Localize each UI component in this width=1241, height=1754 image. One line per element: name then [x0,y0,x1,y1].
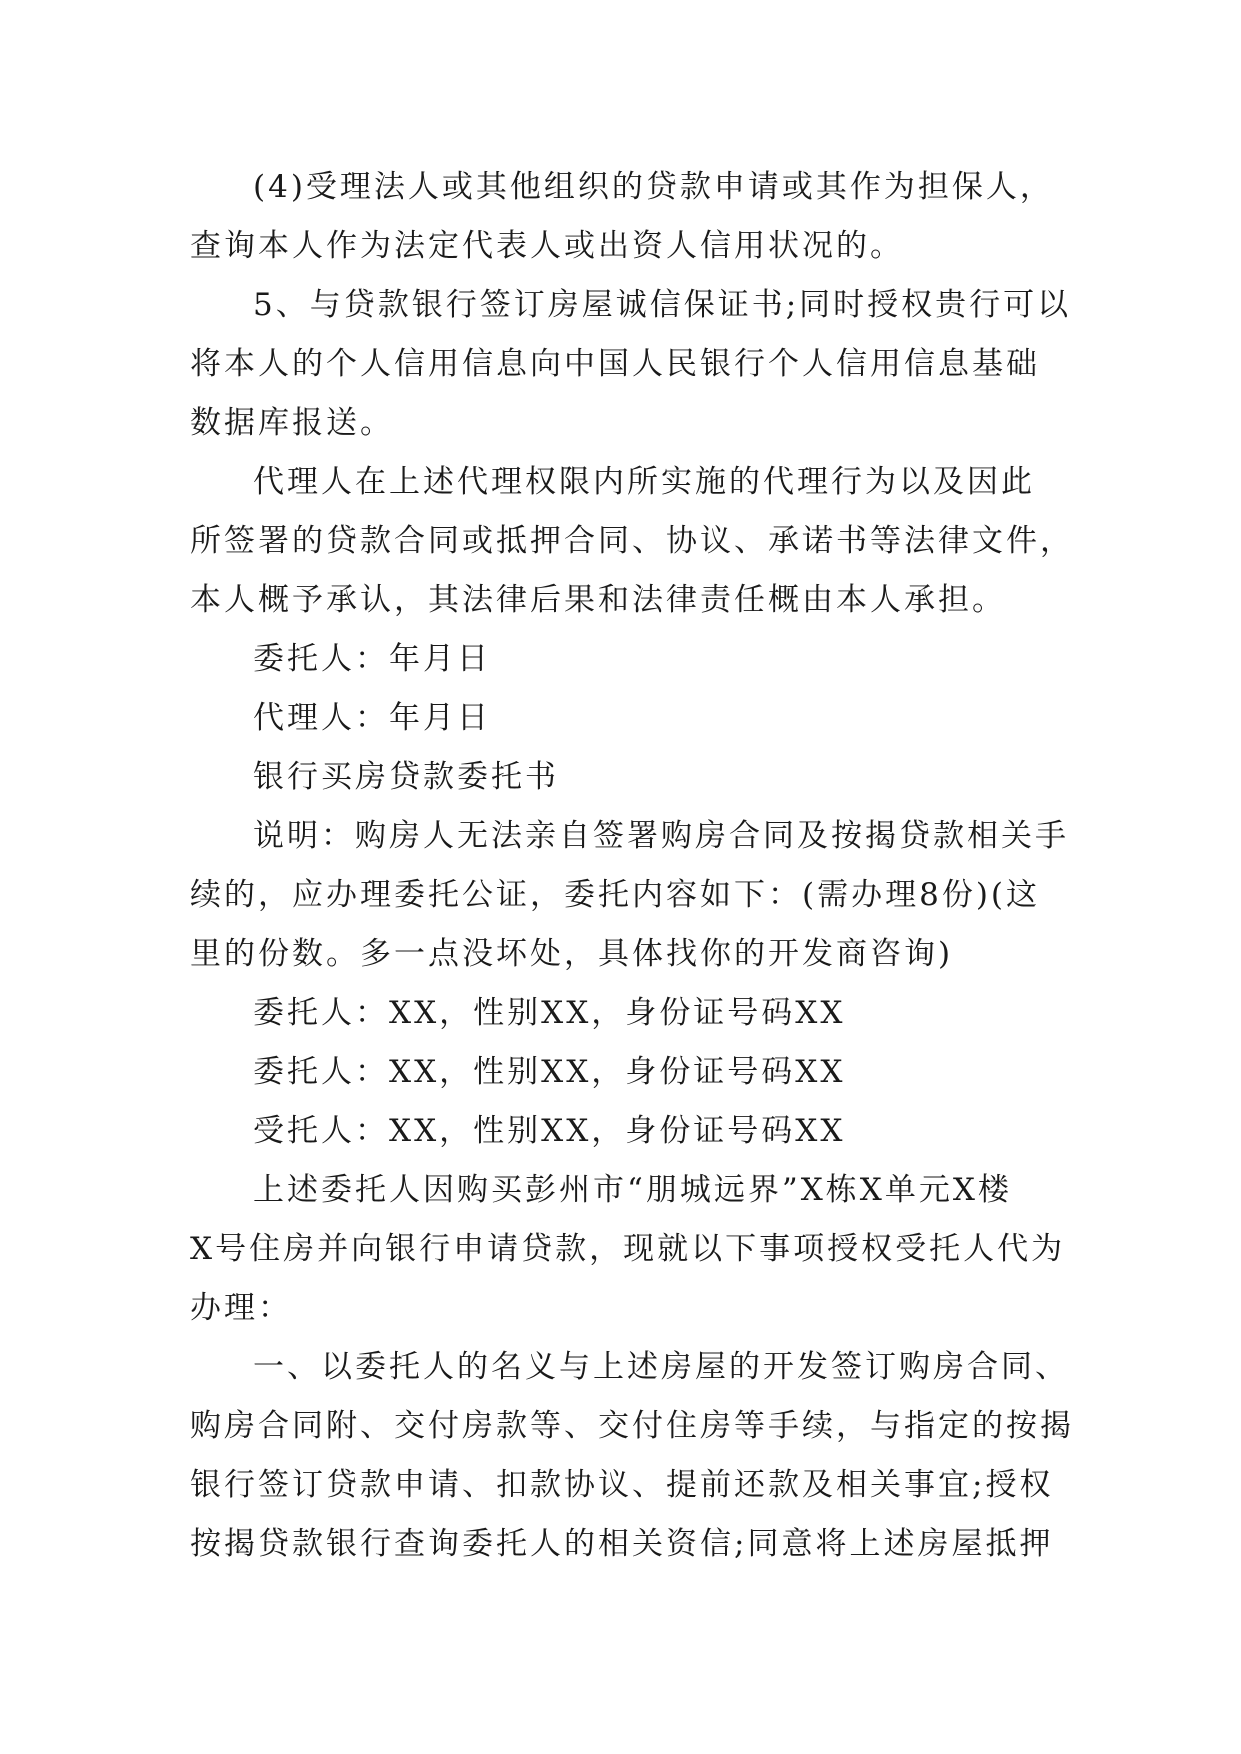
text-line: 银行签订贷款申请、扣款协议、提前还款及相关事宜;授权 [190,1467,1054,1503]
text-line: 上述委托人因购买彭州市“朋城远界”X栋X单元X楼 [253,1172,1012,1208]
text-line: 代理人在上述代理权限内所实施的代理行为以及因此 [253,464,1035,500]
text-line: X号住房并向银行申请贷款，现就以下事项授权受托人代为 [190,1231,1066,1267]
text-line: 5、与贷款银行签订房屋诚信保证书;同时授权贵行可以 [253,287,1072,323]
text-line: 数据库报送。 [190,405,394,441]
text-line: 本人概予承认，其法律后果和法律责任概由本人承担。 [190,582,1006,618]
text-line: 代理人：年月日 [253,700,491,736]
text-line: 委托人：XX，性别XX，身份证号码XX [253,1054,846,1090]
text-line: 按揭贷款银行查询委托人的相关资信;同意将上述房屋抵押 [190,1526,1054,1562]
text-line: 购房合同附、交付房款等、交付住房等手续，与指定的按揭 [190,1408,1074,1444]
text-line: 受托人：XX，性别XX，身份证号码XX [253,1113,846,1149]
text-line: 委托人：XX，性别XX，身份证号码XX [253,995,846,1031]
text-line: 续的，应办理委托公证，委托内容如下：(需办理8份)(这 [190,877,1041,913]
text-line: 将本人的个人信用信息向中国人民银行个人信用信息基础 [190,346,1040,382]
text-line: 办理： [190,1290,292,1326]
document-body [190,158,1074,1574]
text-line: 查询本人作为法定代表人或出资人信用状况的。 [190,228,904,264]
text-line: 所签署的贷款合同或抵押合同、协议、承诺书等法律文件， [190,523,1074,559]
text-line: 银行买房贷款委托书 [253,759,559,795]
text-line: 委托人：年月日 [253,641,491,677]
text-line: 说明：购房人无法亲自签署购房合同及按揭贷款相关手 [253,818,1069,854]
text-line: 一、以委托人的名义与上述房屋的开发签订购房合同、 [253,1349,1069,1385]
text-line: (4)受理法人或其他组织的贷款申请或其作为担保人， [253,169,1054,205]
text-line: 里的份数。多一点没坏处，具体找你的开发商咨询) [190,936,954,972]
